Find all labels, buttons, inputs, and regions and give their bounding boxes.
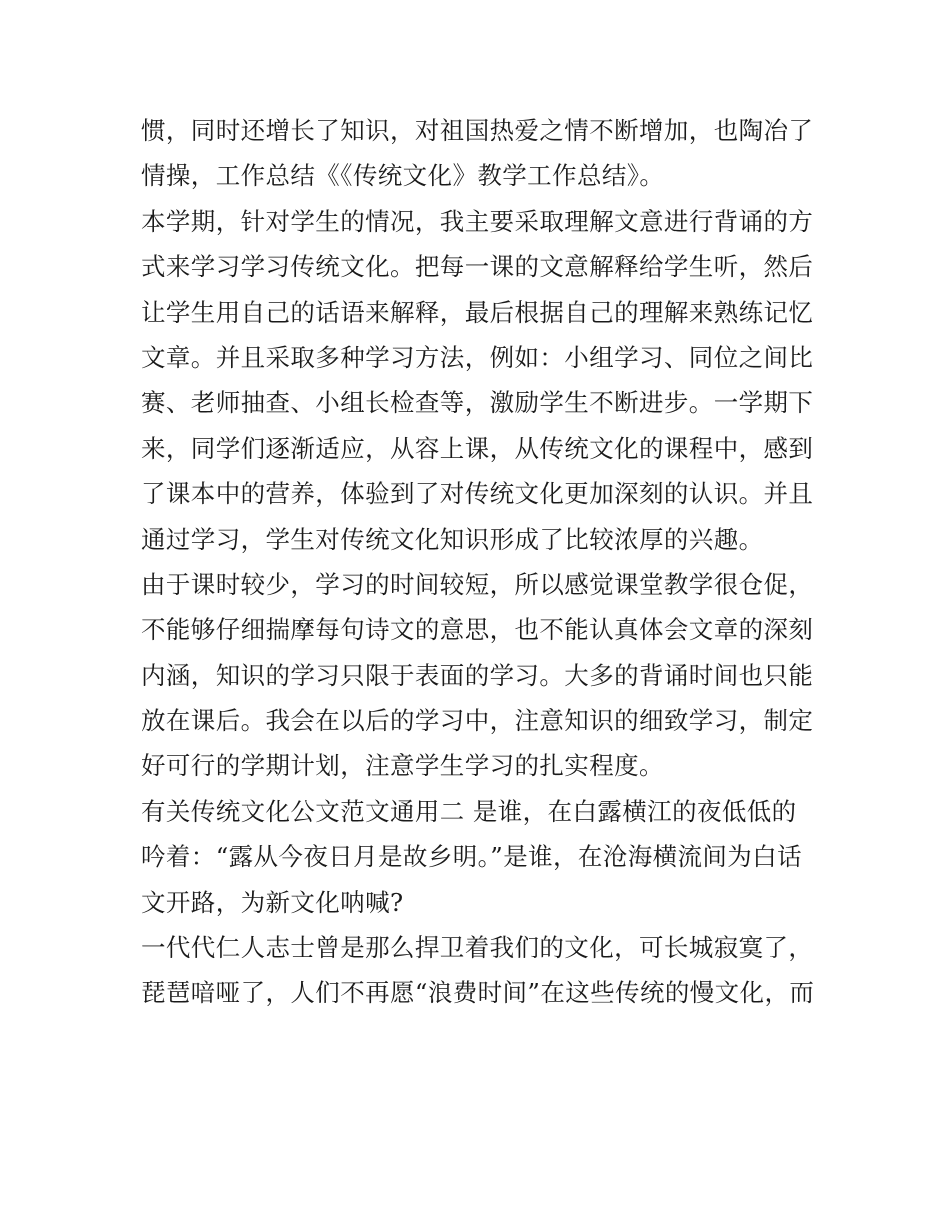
text-line: 放在课后。我会在以后的学习中，注意知识的细致学习，制定 bbox=[141, 706, 814, 736]
text-line: 来，同学们逐渐适应，从容上课，从传统文化的课程中，感到 bbox=[141, 433, 814, 463]
text-line: 有关传统文化公文范文通用二 是谁，在白露横江的夜低低的 bbox=[141, 796, 797, 826]
text-line: 内涵，知识的学习只限于表面的学习。大多的背诵时间也只能 bbox=[141, 660, 814, 690]
text-line: 由于课时较少，学习的时间较短，所以感觉课堂教学很仓促， bbox=[141, 569, 814, 599]
text-line: 一代代仁人志士曾是那么捍卫着我们的文化，可长城寂寞了， bbox=[141, 933, 814, 963]
text-line: 式来学习学习传统文化。把每一课的文意解释给学生听，然后 bbox=[141, 252, 814, 282]
text-line: 让学生用自己的话语来解释，最后根据自己的理解来熟练记忆 bbox=[141, 297, 814, 327]
text-line: 文章。并且采取多种学习方法，例如：小组学习、同位之间比 bbox=[141, 342, 814, 372]
text-line: 情操，工作总结《《传统文化》教学工作总结》。 bbox=[141, 161, 665, 191]
text-line: 惯，同时还增长了知识，对祖国热爱之情不断增加，也陶冶了 bbox=[141, 116, 814, 145]
text-line: 琵琶喑哑了，人们不再愿“浪费时间”在这些传统的慢文化，而 bbox=[141, 978, 815, 1008]
text-line: 赛、老师抽查、小组长检查等，激励学生不断进步。一学期下 bbox=[141, 388, 814, 418]
document-body bbox=[141, 108, 821, 1016]
text-line: 本学期，针对学生的情况，我主要采取理解文意进行背诵的方 bbox=[141, 206, 814, 236]
text-line: 文开路，为新文化呐喊? bbox=[141, 887, 404, 917]
text-line: 好可行的学期计划，注意学生学习的扎实程度。 bbox=[141, 751, 664, 781]
text-line: 了课本中的营养，体验到了对传统文化更加深刻的认识。并且 bbox=[141, 479, 814, 509]
text-line: 不能够仔细揣摩每句诗文的意思，也不能认真体会文章的深刻 bbox=[141, 615, 814, 645]
text-line: 吟着：“露从今夜日月是故乡明。”是谁，在沧海横流间为白话 bbox=[141, 842, 802, 872]
text-line: 通过学习，学生对传统文化知识形成了比较浓厚的兴趣。 bbox=[141, 524, 764, 554]
